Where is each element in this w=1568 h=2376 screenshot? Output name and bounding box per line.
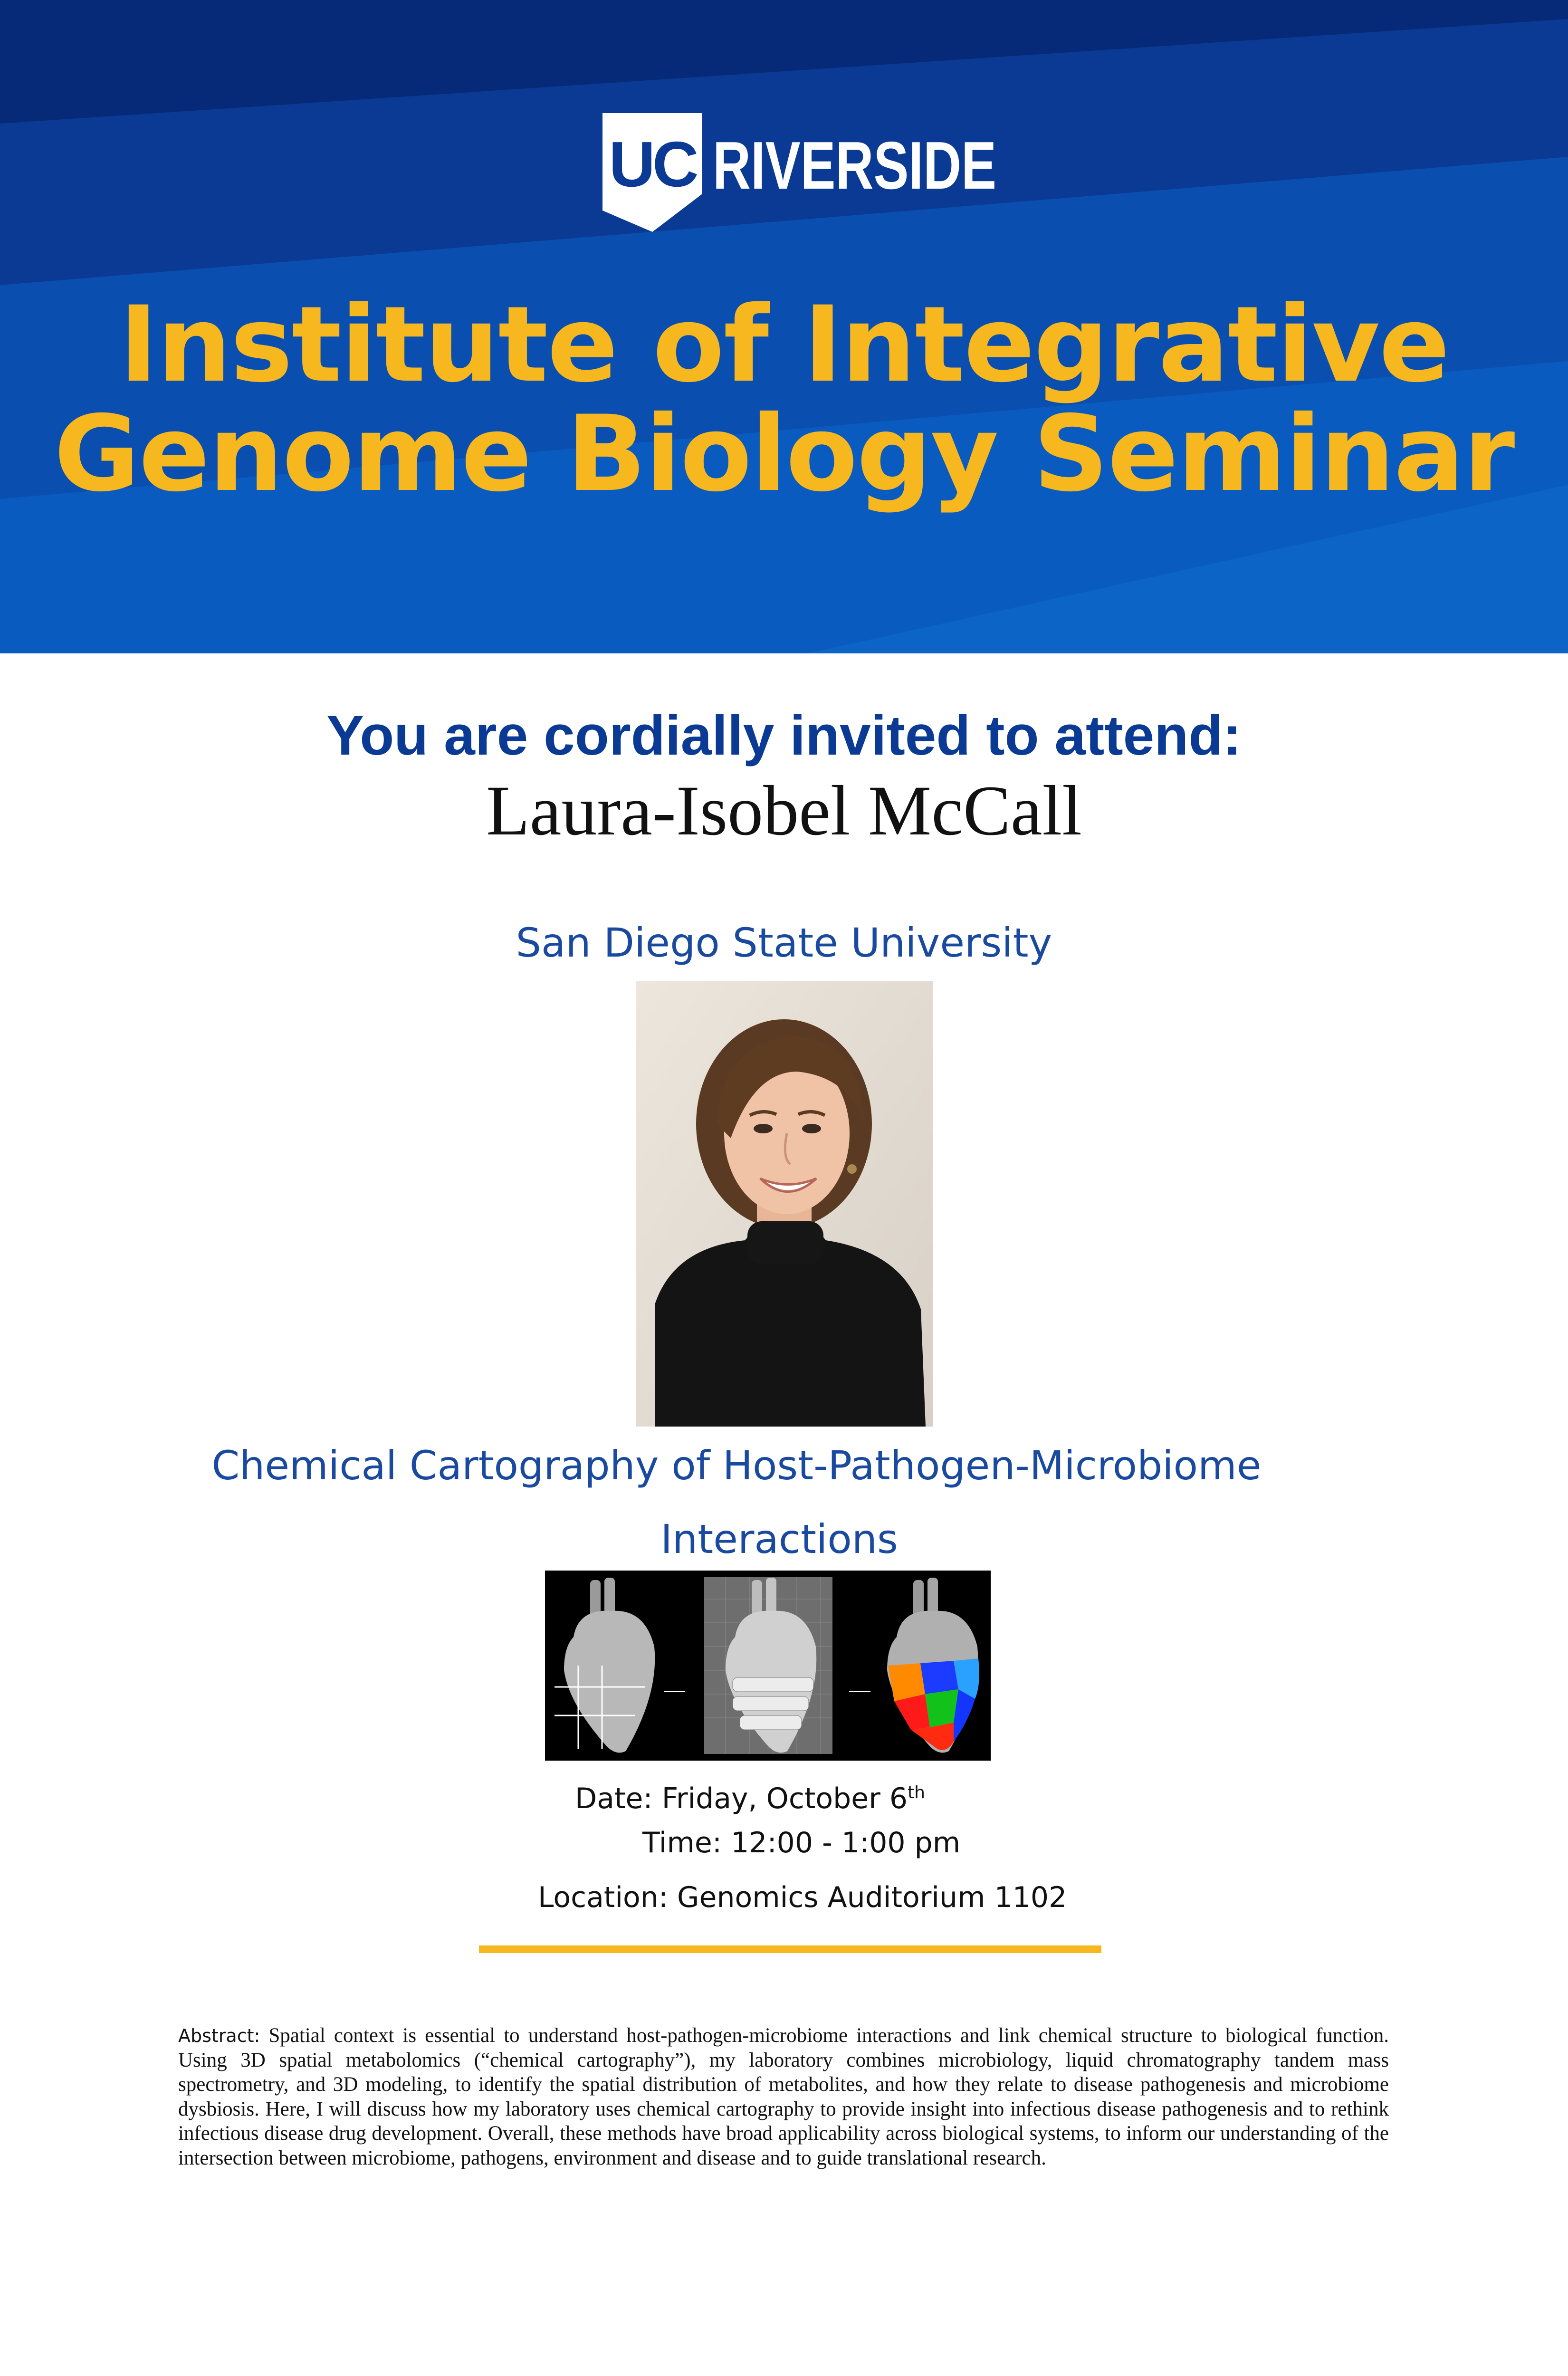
heart-model-figure [545,1571,991,1761]
talk-title-line-1: Chemical Cartography of Host-Pathogen-Microbiome [211,1442,1262,1489]
header-banner [0,0,1568,653]
talk-title-line-2: Interactions [660,1516,898,1562]
uc-riverside-logo [602,113,1076,232]
uc-shield-icon [602,113,702,232]
event-date: Date: Friday, October 6th [575,1782,925,1815]
abstract-paragraph [178,2023,1389,2171]
speaker-name: Laura-Isobel McCall [486,771,1082,850]
seminar-title-line-2: Genome Biology Seminar [54,393,1514,515]
seminar-title-line-1: Institute of Integrative [119,284,1449,405]
logo-uc-text: UC [609,128,696,200]
event-time: Time: 12:00 - 1:00 pm [642,1826,961,1859]
speaker-affiliation: San Diego State University [516,920,1052,966]
date-ordinal-suffix: th [908,1783,925,1802]
gold-divider [479,1945,1101,1953]
logo-riverside-text: RIVERSIDE [713,128,997,203]
abstract-label: Abstract: [178,2025,260,2046]
speaker-photo [636,981,933,1427]
abstract-text: Spatial context is essential to understand host-pathogen-microbiome interactions and link chemical structure to biological function. Using 3D spatial metabolomics (“chemical cartography”), my laboratory combines microbiology, liquid chromatography tandem mass spectrometry, and 3D modeling, to identify the spatial distribution of metabolites, and how they relate to disease pathogenesis and microbiome dysbiosis. Here, I will discuss how my laboratory uses chemical cartography to provide insight into infectious disease pathogenesis and to rethink infectious disease drug development. Overall, these methods have broad applicability across biological systems, to inform our understanding of the intersection between microbiome, pathogens, environment and disease and to guide translational research. [178,2024,1389,2169]
event-location: Location: Genomics Auditorium 1102 [538,1881,1067,1914]
invitation-heading: You are cordially invited to attend: [326,704,1242,767]
